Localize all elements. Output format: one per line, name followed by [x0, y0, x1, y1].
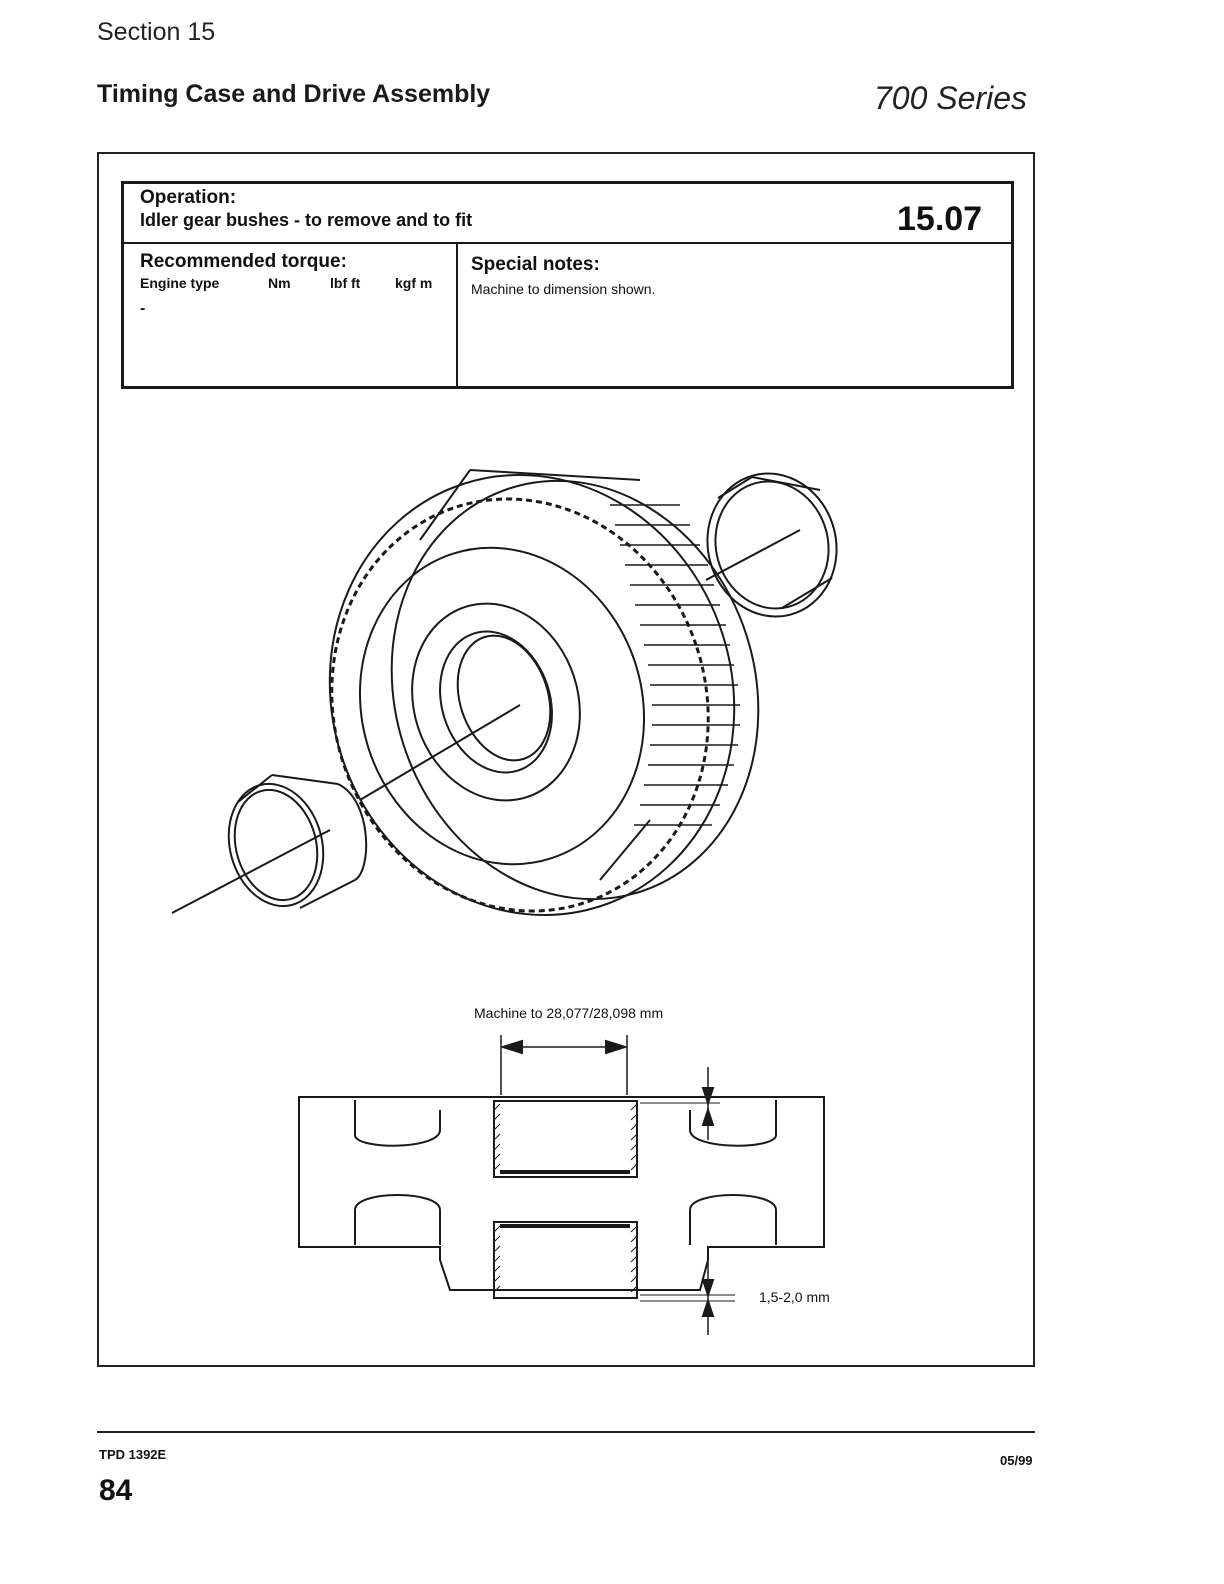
operation-label: Operation: [140, 187, 237, 208]
bush-cross-section [299, 1035, 824, 1335]
section-label: Section 15 [97, 18, 216, 46]
torque-col-nm: Nm [268, 275, 291, 291]
issue-date: 05/99 [1000, 1453, 1033, 1468]
document-reference: TPD 1392E [99, 1447, 167, 1462]
torque-col-kgf-m: kgf m [395, 275, 433, 291]
page-title: Timing Case and Drive Assembly [97, 80, 491, 108]
torque-col-lbf-ft: lbf ft [330, 275, 361, 291]
torque-value: - [140, 300, 146, 317]
torque-col-engine-type: Engine type [140, 275, 220, 291]
operation-code: 15.07 [897, 200, 983, 238]
torque-heading: Recommended torque: [140, 251, 347, 272]
machine-dimension-label: Machine to 28,077/28,098 mm [474, 1005, 664, 1021]
bush-lower-left [172, 773, 366, 917]
idler-gear-drawing [273, 422, 812, 968]
series-label: 700 Series [874, 80, 1027, 116]
step-dimension-label: 1,5-2,0 mm [759, 1289, 830, 1305]
operation-text: Idler gear bushes - to remove and to fit [140, 210, 473, 230]
notes-text: Machine to dimension shown. [471, 281, 656, 297]
footer-rule [97, 1431, 1035, 1433]
notes-heading: Special notes: [471, 254, 600, 275]
page-number: 84 [99, 1474, 133, 1507]
